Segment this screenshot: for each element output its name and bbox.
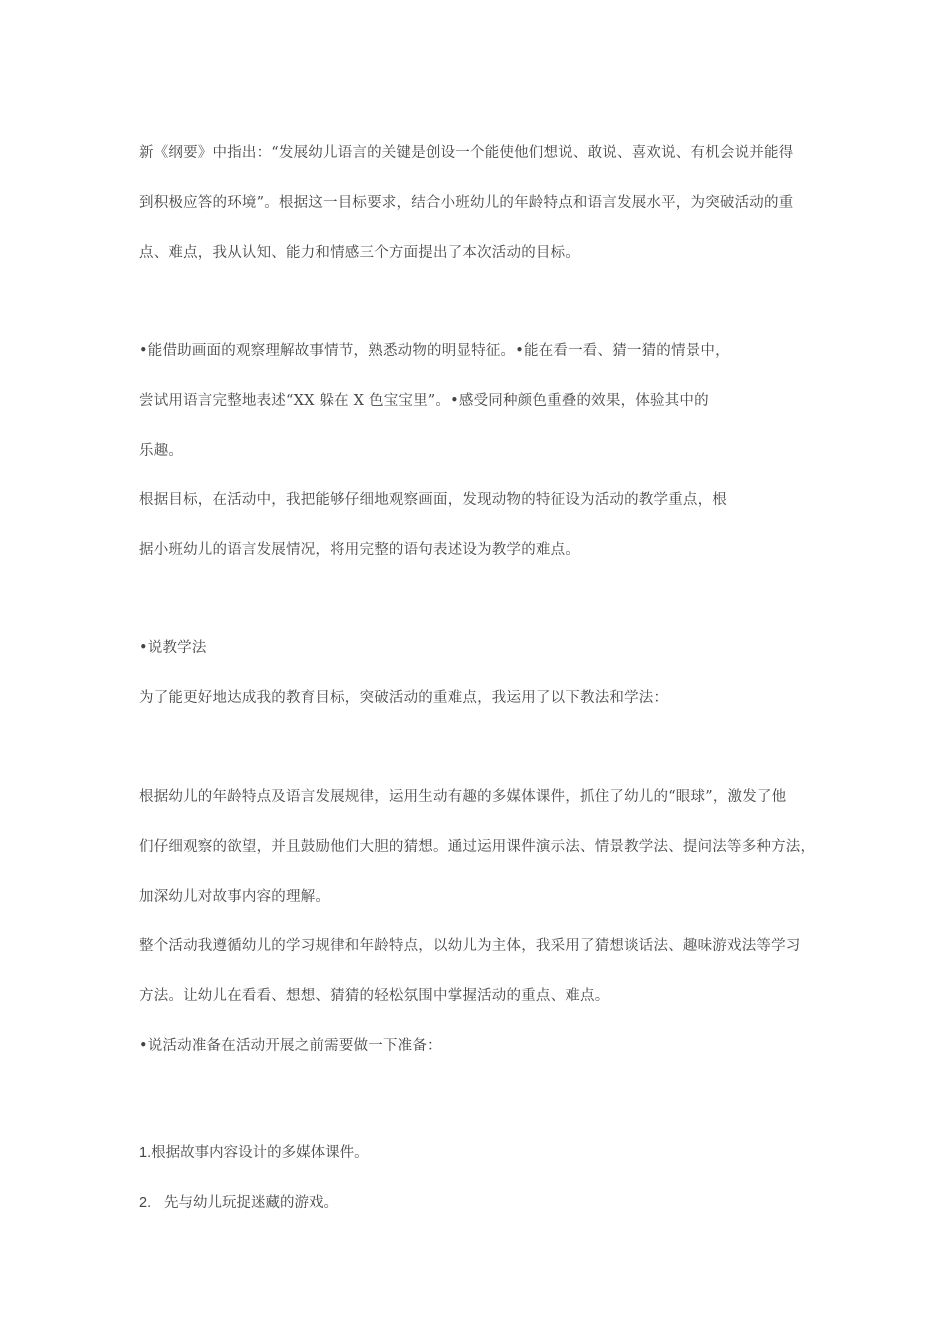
teaching-methods-line-1: 根据幼儿的年龄特点及语言发展规律，运用生动有趣的多媒体课件，抓住了幼儿的“眼球”，激发了他	[139, 789, 787, 805]
paragraph1-line-2: 到积极应答的环境”。根据这一目标要求，结合小班幼儿的年龄特点和语言发展水平，为突破活动的重	[139, 195, 794, 211]
goals-line-3: 乐趣。	[139, 443, 184, 459]
paragraph1-line-3: 点、难点，我从认知、能力和情感三个方面提出了本次活动的目标。	[139, 245, 580, 261]
preparation-heading: •说活动准备在活动开展之前需要做一下准备：	[139, 1038, 442, 1054]
methods-intro: 为了能更好地达成我的教育目标，突破活动的重难点，我运用了以下教法和学法：	[139, 690, 669, 706]
learning-methods-line-1: 整个活动我遵循幼儿的学习规律和年龄特点，以幼儿为主体，我采用了猜想谈话法、趣味游戏法等学习	[139, 938, 801, 954]
teaching-methods-line-3: 加深幼儿对故事内容的理解。	[139, 889, 331, 905]
paragraph1-line-1: 新《纲要》中指出：“发展幼儿语言的关键是创设一个能使他们想说、敢说、喜欢说、有机会说并能得	[139, 145, 794, 161]
learning-methods-line-2: 方法。让幼儿在看看、想想、猜猜的轻松氛围中掌握活动的重点、难点。	[139, 988, 610, 1004]
preparation-item-text: 根据故事内容设计的多媒体课件。	[151, 1145, 369, 1161]
teaching-methods-line-2: 们仔细观察的欲望，并且鼓励他们大胆的猜想。通过运用课件演示法、情景教学法、提问法等多种方法，	[139, 839, 816, 855]
paragraph2-line-2: 据小班幼儿的语言发展情况，将用完整的语句表述设为教学的难点。	[139, 542, 580, 558]
goals-line-1: •能借助画面的观察理解故事情节，熟悉动物的明显特征。•能在看一看、猜一猜的情景中，	[139, 343, 730, 359]
goals-line-2: 尝试用语言完整地表述“XX 躲在 X 色宝宝里”。•感受同种颜色重叠的效果，体验其中的	[139, 393, 709, 409]
paragraph2-line-1: 根据目标，在活动中，我把能够仔细地观察画面，发现动物的特征设为活动的教学重点，根	[139, 492, 727, 508]
methods-heading: •说教学法	[139, 640, 207, 656]
preparation-item-1	[139, 1143, 369, 1163]
preparation-item-number: 1.	[139, 1145, 152, 1161]
preparation-item-text: 先与幼儿玩捉迷藏的游戏。	[164, 1195, 338, 1211]
preparation-item-2	[139, 1193, 338, 1213]
preparation-item-number: 2.	[139, 1195, 152, 1211]
